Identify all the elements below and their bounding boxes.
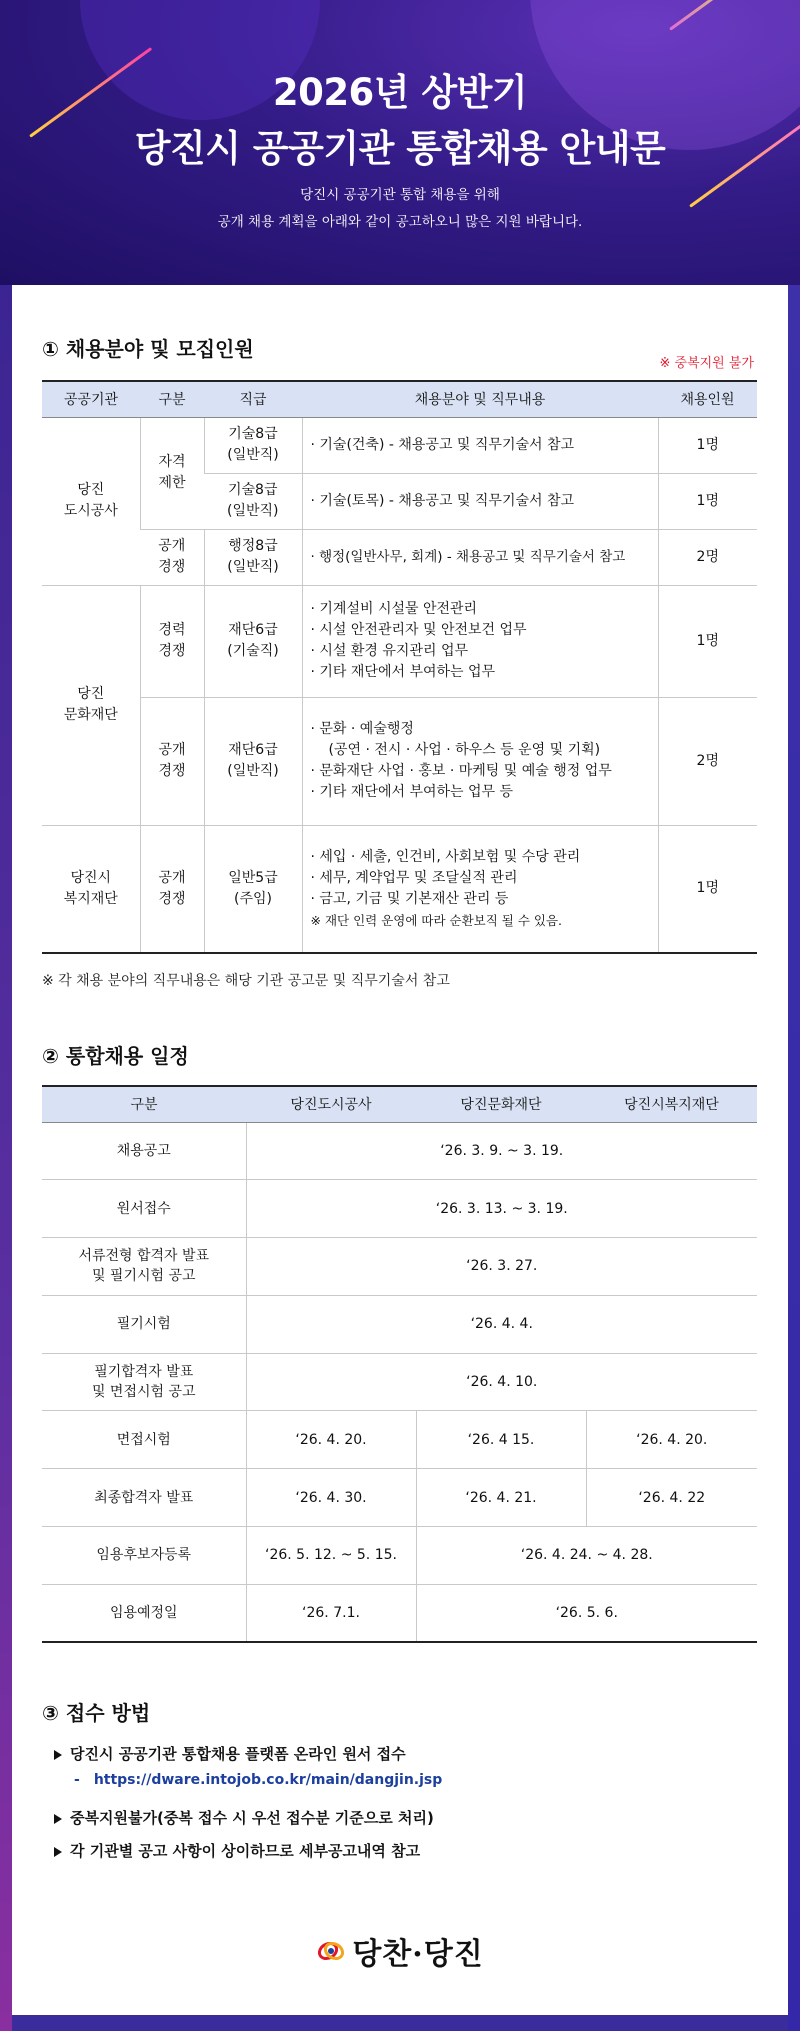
- section2-title: ② 통합채용 일정: [42, 1044, 189, 1068]
- decor-side-right: [788, 285, 800, 2031]
- table-row: [42, 825, 757, 953]
- schedule-label: [42, 1353, 246, 1411]
- duty-item: · 금고, 기금 및 기본재산 관리 등: [310, 890, 509, 907]
- type-cell: [140, 585, 204, 697]
- schedule-date: ‘26. 5. 12. ~ 5. 15.: [246, 1527, 416, 1585]
- apply-item-text: 각 기관별 공고 사항이 상이하므로 세부공고내역 참고: [70, 1842, 421, 1860]
- schedule-label: 임용후보자등록: [42, 1527, 246, 1585]
- grade-cell: [204, 529, 302, 585]
- grade-label: 일반5급: [228, 869, 278, 886]
- schedule-label: 채용공고: [42, 1122, 246, 1180]
- schedule-label: 임용예정일: [42, 1584, 246, 1642]
- section3-title: ③ 접수 방법: [42, 1701, 151, 1725]
- type-cell: [140, 697, 204, 825]
- duty-item: (공연 · 전시 · 사업 · 하우스 등 운영 및 기획): [328, 742, 601, 758]
- org-name: 당진: [77, 482, 105, 498]
- apply-item: [54, 1743, 406, 1764]
- duty-item: · 세입 · 세출, 인건비, 사회보험 및 수당 관리: [310, 848, 581, 865]
- grade-cell: [204, 417, 302, 473]
- table-row: [42, 1238, 757, 1296]
- org-name: 복지재단: [63, 890, 118, 907]
- apply-url-row: [74, 1772, 442, 1788]
- grade-cell: [204, 473, 302, 529]
- count-cell: 1명: [658, 473, 757, 529]
- duty-item: · 기계설비 시설물 안전관리: [310, 601, 478, 617]
- table-row: [42, 1411, 757, 1469]
- org-name: 당진시: [70, 869, 112, 886]
- section1-title: ① 채용분야 및 모집인원: [42, 337, 254, 361]
- org-name: 문화재단: [63, 707, 118, 723]
- table-row: [42, 1527, 757, 1585]
- content-card: [12, 285, 788, 2015]
- header-org1: 당진도시공사: [246, 1086, 416, 1122]
- schedule-label: 필기시험: [42, 1295, 246, 1353]
- footer-logo: [12, 1929, 788, 1973]
- grade-label: (일반직): [227, 763, 279, 779]
- schedule-date: ‘26. 4 15.: [416, 1411, 586, 1469]
- header-count: 채용인원: [658, 381, 757, 417]
- grade-label: 재단6급: [228, 622, 278, 638]
- header-grade: 직급: [204, 381, 302, 417]
- grade-label: 재단6급: [228, 742, 278, 758]
- duty-cell: [302, 417, 658, 473]
- table-row: [42, 1469, 757, 1527]
- count-cell: 1명: [658, 825, 757, 953]
- duty-item: · 행정(일반사무, 회계) - 채용공고 및 직무기술서 참고: [310, 548, 626, 565]
- table-row: [42, 1180, 757, 1238]
- schedule-label-line: 서류전형 합격자 발표: [78, 1248, 210, 1265]
- schedule-label: 면접시험: [42, 1411, 246, 1469]
- type-label: 공개: [158, 538, 186, 554]
- duty-item: · 문화재단 사업 · 홍보 · 마케팅 및 예술 행정 업무: [310, 763, 612, 779]
- count-cell: 1명: [658, 585, 757, 697]
- page-title-line2: 당진시 공공기관 통합채용 안내문: [134, 127, 666, 170]
- duty-cell: [302, 529, 658, 585]
- duty-item: · 기타 재단에서 부여하는 업무: [310, 664, 496, 680]
- schedule-date: ‘26. 3. 13. ~ 3. 19.: [246, 1180, 757, 1238]
- table-header-row: [42, 381, 757, 417]
- header-org3: 당진시복지재단: [586, 1086, 757, 1122]
- schedule-label: [42, 1238, 246, 1296]
- schedule-label-line: 필기합격자 발표: [94, 1364, 194, 1381]
- org-cell: [42, 825, 140, 953]
- logo-text: 당찬·당진: [352, 1937, 484, 1972]
- apply-item-text: 중복지원불가(중복 접수 시 우선 접수분 기준으로 처리): [70, 1809, 434, 1827]
- type-label: 자격: [158, 454, 186, 470]
- schedule-date: ‘26. 4. 24. ~ 4. 28.: [416, 1527, 757, 1585]
- schedule-label: 최종합격자 발표: [42, 1469, 246, 1527]
- duty-item: · 문화 · 예술행정: [310, 721, 414, 737]
- duty-item: · 기술(토목) - 채용공고 및 직무기술서 참고: [310, 492, 575, 509]
- grade-label: (일반직): [227, 447, 279, 463]
- table-row: [42, 697, 757, 825]
- type-cell: [140, 417, 204, 529]
- grade-cell: [204, 585, 302, 697]
- recruitment-table: [42, 380, 757, 954]
- duty-cell: [302, 473, 658, 529]
- grade-label: (주임): [234, 890, 272, 907]
- apply-item-text: 당진시 공공기관 통합채용 플랫폼 온라인 원서 접수: [70, 1745, 406, 1763]
- table-row: [42, 417, 757, 473]
- schedule-date: ‘26. 4. 10.: [246, 1353, 757, 1411]
- apply-url-link[interactable]: https://dware.intojob.co.kr/main/dangjin.jsp: [93, 1772, 443, 1788]
- type-label: 경쟁: [158, 763, 186, 779]
- schedule-date: ‘26. 7.1.: [246, 1584, 416, 1642]
- schedule-date: ‘26. 4. 4.: [246, 1295, 757, 1353]
- schedule-date: ‘26. 4. 20.: [586, 1411, 757, 1469]
- schedule-label-line: 및 면접시험 공고: [91, 1384, 196, 1401]
- apply-item: [54, 1807, 434, 1828]
- schedule-date: ‘26. 3. 9. ~ 3. 19.: [246, 1122, 757, 1180]
- table-header-row: [42, 1086, 757, 1122]
- schedule-label: 원서접수: [42, 1180, 246, 1238]
- type-cell: [140, 825, 204, 953]
- triangle-bullet-icon: [54, 1750, 62, 1760]
- header-org: 공공기관: [42, 381, 140, 417]
- table-row: [42, 1353, 757, 1411]
- triangle-bullet-icon: [54, 1814, 62, 1824]
- schedule-date: ‘26. 5. 6.: [416, 1584, 757, 1642]
- schedule-date: ‘26. 4. 20.: [246, 1411, 416, 1469]
- duty-cell: [302, 825, 658, 953]
- duplicate-note: ※ 중복지원 불가: [659, 356, 754, 371]
- type-label: 경쟁: [158, 890, 186, 907]
- duty-item: · 시설 환경 유지관리 업무: [310, 643, 468, 659]
- duty-item: · 세무, 계약업무 및 조달실적 관리: [310, 869, 518, 886]
- table-row: [42, 1584, 757, 1642]
- type-label: 경쟁: [158, 559, 186, 575]
- dash-bullet: -: [74, 1772, 80, 1788]
- schedule-date: ‘26. 4. 21.: [416, 1469, 586, 1527]
- header-category: 구분: [42, 1086, 246, 1122]
- table-row: [42, 585, 757, 697]
- duty-footnote: ※ 각 채용 분야의 직무내용은 해당 기관 공고문 및 직무기술서 참고: [42, 973, 450, 989]
- grade-label: 기술8급: [228, 482, 278, 498]
- table-row: [42, 529, 757, 585]
- type-label: 경력: [158, 622, 186, 638]
- grade-label: (기술직): [227, 643, 279, 659]
- org-name: 도시공사: [63, 503, 118, 519]
- duty-item: · 기술(건축) - 채용공고 및 직무기술서 참고: [310, 436, 575, 453]
- page-subtitle-line1: 당진시 공공기관 통합 채용을 위해: [300, 187, 500, 203]
- schedule-date: ‘26. 4. 22: [586, 1469, 757, 1527]
- page-title-line1: 2026년 상반기: [272, 71, 528, 114]
- hero-banner: [0, 0, 800, 285]
- type-label: 공개: [158, 742, 186, 758]
- org-cell: [42, 585, 140, 825]
- schedule-date: ‘26. 4. 30.: [246, 1469, 416, 1527]
- duty-item: · 기타 재단에서 부여하는 업무 등: [310, 784, 514, 800]
- grade-cell: [204, 825, 302, 953]
- apply-item: [54, 1840, 420, 1861]
- dangjin-logo-icon: [316, 1936, 346, 1966]
- org-name: 당진: [77, 686, 105, 702]
- schedule-date: ‘26. 3. 27.: [246, 1238, 757, 1296]
- type-label: 공개: [158, 869, 186, 886]
- table-row: [42, 1122, 757, 1180]
- table-row: [42, 1295, 757, 1353]
- type-label: 경쟁: [158, 643, 186, 659]
- grade-label: 행정8급: [228, 538, 278, 554]
- type-cell: [140, 529, 204, 585]
- grade-label: 기술8급: [228, 426, 278, 442]
- duty-cell: [302, 585, 658, 697]
- duty-item: · 시설 안전관리자 및 안전보건 업무: [310, 622, 527, 638]
- schedule-table: [42, 1085, 757, 1643]
- grade-label: (일반직): [227, 559, 279, 575]
- type-label: 제한: [158, 475, 186, 491]
- count-cell: 2명: [658, 697, 757, 825]
- duty-cell: [302, 697, 658, 825]
- count-cell: 2명: [658, 529, 757, 585]
- grade-label: (일반직): [227, 503, 279, 519]
- header-org2: 당진문화재단: [416, 1086, 586, 1122]
- org-cell: [42, 417, 140, 585]
- count-cell: 1명: [658, 417, 757, 473]
- decor-side-left: [0, 285, 12, 2031]
- duty-item: ※ 재단 인력 운영에 따라 순환보직 될 수 있음.: [310, 912, 563, 928]
- page-subtitle-line2: 공개 채용 계획을 아래와 같이 공고하오니 많은 지원 바랍니다.: [217, 214, 583, 230]
- schedule-label-line: 및 필기시험 공고: [91, 1268, 196, 1285]
- triangle-bullet-icon: [54, 1847, 62, 1857]
- header-duty: 채용분야 및 직무내용: [302, 381, 658, 417]
- grade-cell: [204, 697, 302, 825]
- header-type: 구분: [140, 381, 204, 417]
